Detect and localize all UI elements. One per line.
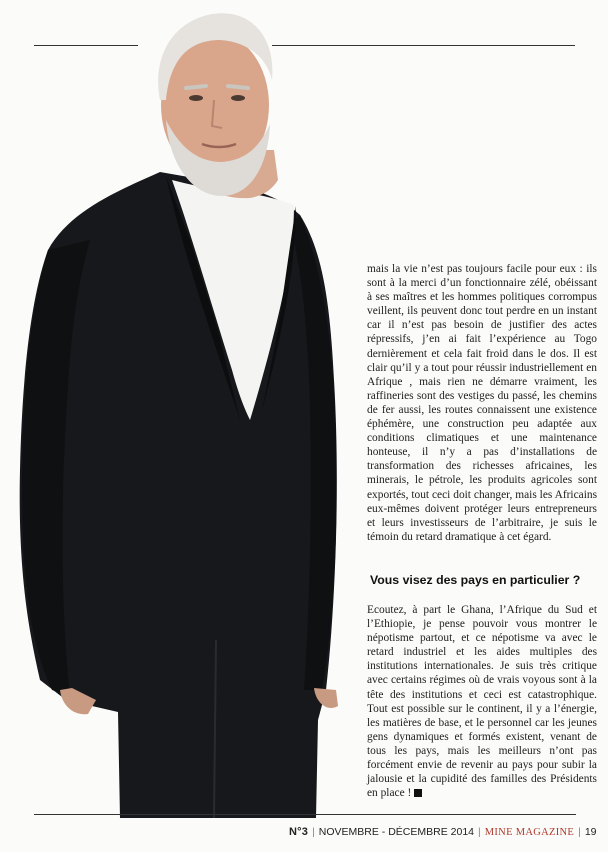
issue-number: N°3 (289, 826, 309, 838)
footer-separator: | (478, 826, 481, 838)
page-number: 19 (584, 826, 597, 838)
footer-rule (34, 814, 576, 815)
paragraph-2-text: Ecoutez, à part le Ghana, l’Afrique du Sud et l’Ethiopie, je pense pouvoir vous montrer le népotisme partout, et ce népotisme va avec le retard industriel et les aides multiples des institutions internationales. Je suis très critique avec certains régimes où de vrais voyous sont à la tête des institutions et ceci est catastrophique. Tout est possible sur le continent, il y a l’énergie, les matières de base, et le personnel car les jeunes gens dynamiques et formés existent, venant de tous les pays, mais les meilleurs n’ont pas forcément envie de revenir au pays pour subir la jalousie et la cupidité des familles des Présidents en place ! (367, 604, 597, 800)
page-footer (289, 826, 597, 838)
magazine-name: MINE MAGAZINE (484, 827, 575, 838)
issue-date: NOVEMBRE - DÉCEMBRE 2014 (318, 826, 475, 838)
body-paragraph-2 (367, 603, 597, 800)
body-paragraph-1: mais la vie n’est pas toujours facile pour eux : ils sont à la merci d’un fonctionnaire zélé, obéissant à ses maîtres et les hommes politiques corrompus veillent, ils peuvent donc tout perdre en un instant car il n’est pas besoin de justifier des actes répressifs, j’en ai fait l’expérience au Togo dernièrement et cela fait froid dans le dos. Il est clair qu’il y a tout pour réussir industriellement en Afrique , mais rien ne démarre vraiment, les raffineries sont des vestiges du passé, les chemins de fer aussi, les routes connaissent une existence éphémère, une construction peu adaptée aux conditions climatiques et une maintenance honteuse, il n’y a pas d’installations de transformation des richesses africaines, les minerais, le pétrole, les produits agricoles sont exportés, tout ceci doit changer, mais les Africains eux-mêmes doivent protéger leurs entrepreneurs et leurs investisseurs de l’arbitraire, je suis le témoin du retard dramatique à cet égard. (367, 263, 597, 543)
footer-separator: | (578, 826, 581, 838)
interview-question: Vous visez des pays en particulier ? (370, 573, 581, 587)
end-square-icon (414, 789, 422, 797)
footer-separator: | (312, 826, 315, 838)
